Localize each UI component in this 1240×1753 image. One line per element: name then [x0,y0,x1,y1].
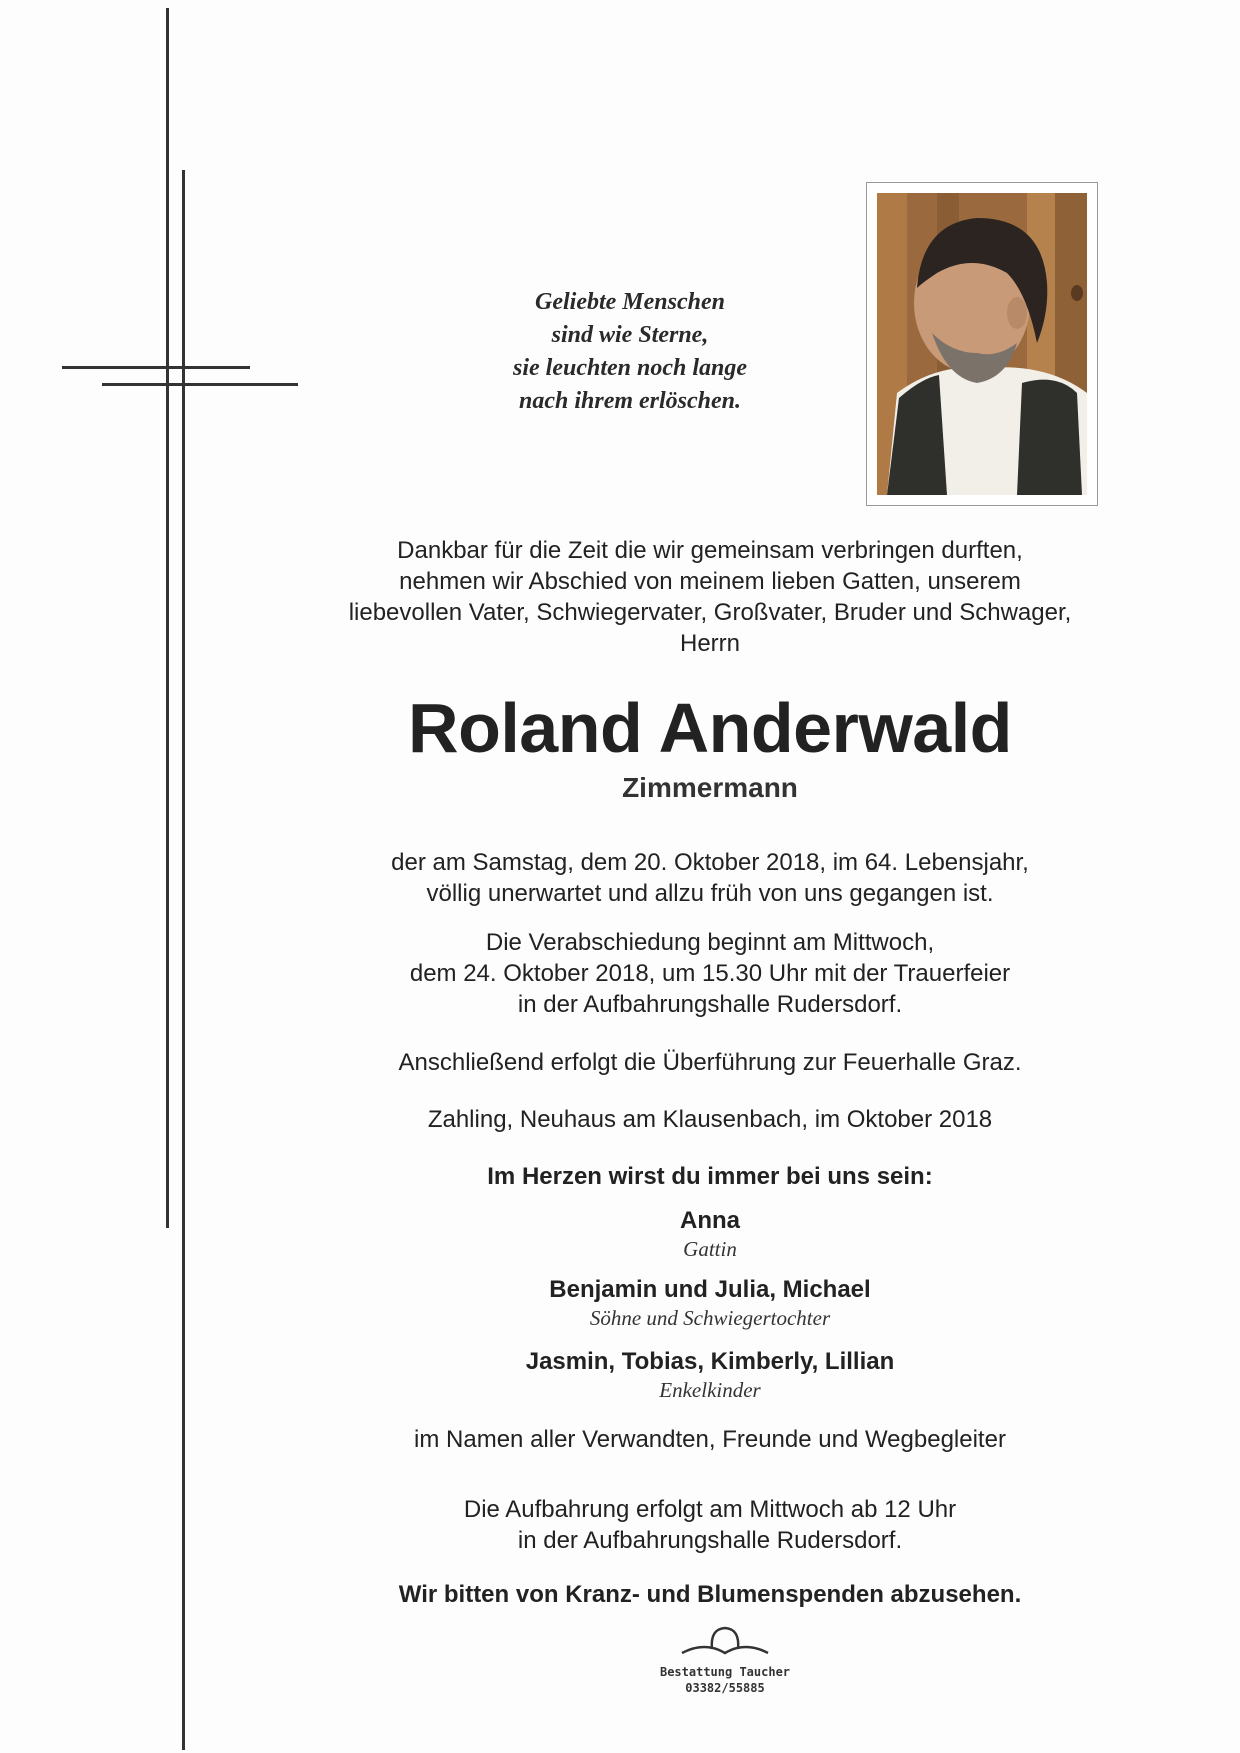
viewing-notice [300,1494,1120,1556]
farewell-notice [300,927,1120,1020]
viewing-line: in der Aufbahrungshalle Rudersdorf. [517,1527,903,1554]
farewell-line: Die Verabschiedung beginnt am Mittwoch, [485,929,935,956]
farewell-line: in der Aufbahrungshalle Rudersdorf. [517,991,903,1018]
mourner-relation: Gattin [683,1237,737,1261]
mourner-relation: Söhne und Schwiegertochter [589,1306,831,1330]
cross-horizontal-upper [62,366,250,369]
mourner-names: Jasmin, Tobias, Kimberly, Lillian [525,1348,895,1375]
deceased-name: Roland Anderwald [408,689,1012,767]
death-notice [300,847,1120,909]
cross-vertical-long [166,8,169,1228]
mourner-names: Anna [680,1207,740,1234]
death-line: völlig unerwartet und allzu früh von uns gegangen ist. [426,880,994,907]
place-date: Zahling, Neuhaus am Klausenbach, im Oktober 2018 [427,1106,993,1133]
quote-line: sind wie Sterne, [551,322,709,348]
farewell-line: dem 24. Oktober 2018, um 15.30 Uhr mit der Trauerfeier [409,960,1011,987]
mourner-names: Benjamin und Julia, Michael [549,1276,871,1303]
quote-line: Geliebte Menschen [535,289,725,315]
viewing-line: Die Aufbahrung erfolgt am Mittwoch ab 12 Uhr [463,1496,957,1523]
cross-horizontal-lower [102,383,298,386]
deceased-profession: Zimmermann [622,772,798,803]
quote-line: nach ihrem erlöschen. [518,388,742,414]
portrait-photo [877,193,1087,495]
all-relatives: im Namen aller Verwandten, Freunde und Wegbegleiter [414,1426,1006,1453]
memorial-quote [410,286,850,418]
mourner-group [300,1275,1120,1331]
quote-line: sie leuchten noch lange [512,355,747,381]
no-flowers-request: Wir bitten von Kranz- und Blumenspenden abzusehen. [398,1581,1022,1608]
transfer-notice: Anschließend erfolgt die Überführung zur Feuerhalle Graz. [398,1049,1022,1076]
funeral-home-logo [640,1623,810,1696]
funeral-home-phone: 03382/55885 [685,1681,765,1695]
intro-line: Herrn [679,630,740,657]
hearts-heading: Im Herzen wirst du immer bei uns sein: [487,1163,933,1190]
mourner-group [300,1347,1120,1403]
funeral-home-emblem-icon [680,1623,770,1659]
intro-line: nehmen wir Abschied von meinem lieben Gatten, unserem [399,568,1021,595]
intro-line: liebevollen Vater, Schwiegervater, Großvater, Bruder und Schwager, [348,599,1072,626]
portrait-frame [866,182,1098,506]
mourner-group [300,1206,1120,1262]
intro-line: Dankbar für die Zeit die wir gemeinsam verbringen durften, [397,537,1023,564]
mourner-relation: Enkelkinder [659,1378,761,1402]
cross-vertical-short [182,170,185,1750]
intro-text [300,535,1120,659]
funeral-home-name: Bestattung Taucher [659,1665,791,1679]
death-line: der am Samstag, dem 20. Oktober 2018, im 64. Lebensjahr, [391,849,1029,876]
